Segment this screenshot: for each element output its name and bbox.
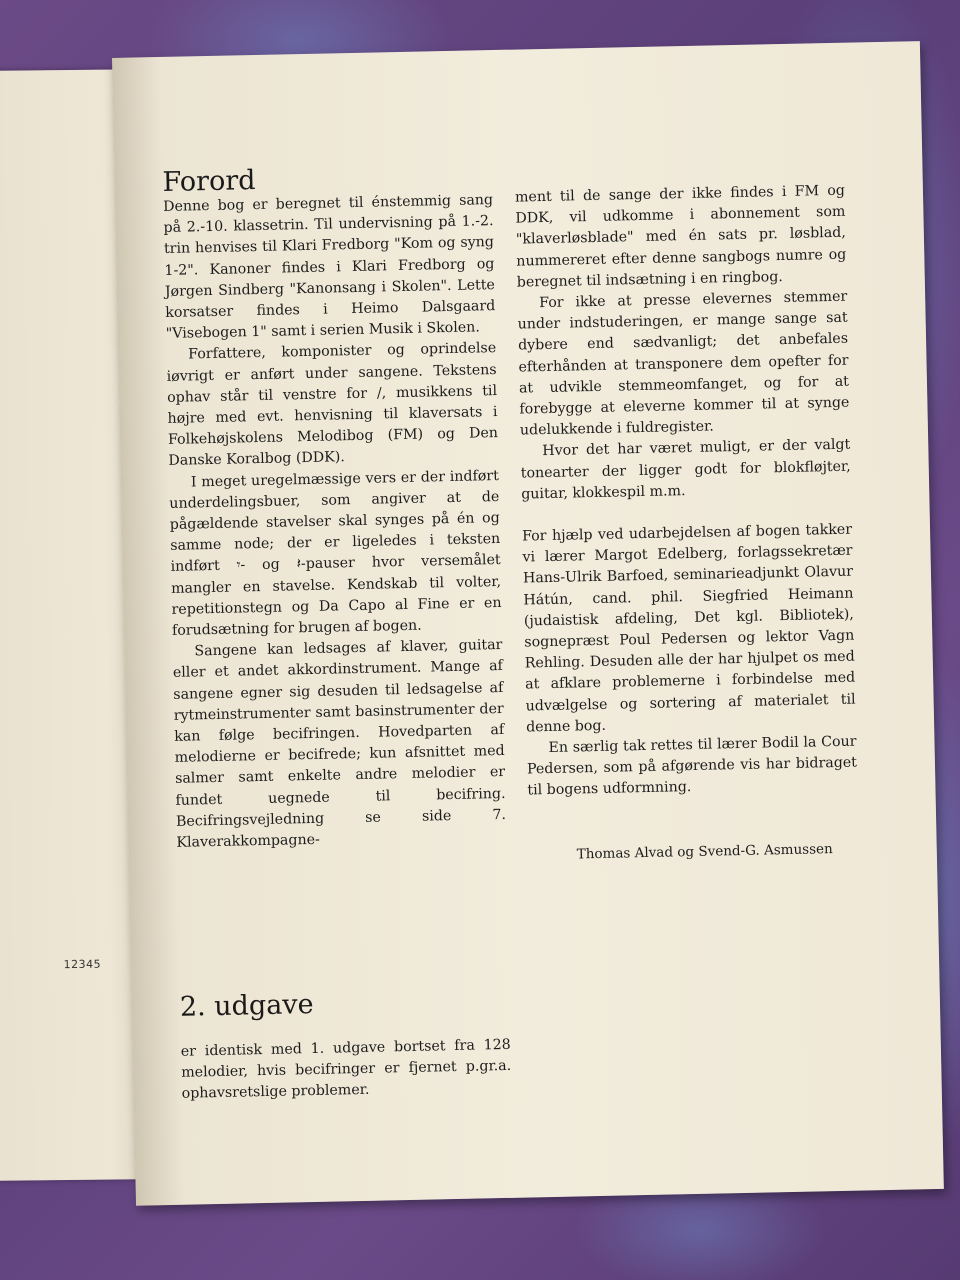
signature: Thomas Alvad og Svend-G. Asmussen [576,841,833,863]
udgave-heading: 2. udgave [179,988,314,1023]
udgave-paragraph: er identisk med 1. udgave bortset fra 128 melodier, hvis becifringer er fjernet p.gr.a. ophavsretslige problemer. [180,1036,512,1103]
forord-paragraph-1: Denne bog er beregnet til énstemmig sang på 2.-10. klassetrin. Til undervisning på 1.-2. trin henvises til Klari Fredborg "Kom og syng 1-2". Kanoner findes i Klari Fredborg og Jørgen Sindberg "Kanonsang i Skolen". Lette korsatser findes i Heimo Dalsgaard "Visebogen 1" samt i serien Musik i Skolen. [162,192,496,343]
forord-left-column [163,190,507,854]
right-page [112,41,944,1206]
udgave-text-block [181,1035,512,1106]
forord-paragraph-4: Sangene kan ledsages af klaver, guitar eller et andet akkordinstrument. Mange af sangene egner sig desuden til ledsagelse af rytmeinstrumenter samt basinstrumenter der kan følge becifringen. Hovedparten af melodierne er becifrede; kun afsnittet med salmer samt enkelte andre melodier er fundet uegnede til becifring. Becifringsvejledning se side 7. Klaverakkompagne- [172,637,507,851]
forord-heading: Forord [162,165,256,198]
forord-right-column [515,181,858,802]
forord-paragraph-3: I meget uregelmæssige vers er der indført underdelingsbuer, som angiver at de pågældende stavelser skal synges på én og samme node; der er ligeledes i teksten indført 𝄾- og 𝄽-pauser hvor versemålet mangler en stavelse. Kendskab til volter, repetitionstegn og Da Capo al Fine er en forudsætning for brugen af bogen. [169,467,502,639]
forord-paragraph-2: Forfattere, komponister og oprindelse iøvrigt er anført under sangene. Tekstens ophav står til venstre for /, musikkens til højre med evt. henvisning til klaversats i Folkehøjskolens Melodibog (FM) og Den Danske Koralbog (DDK). [166,340,499,470]
page-code: 12345 [63,957,102,972]
forord-paragraph-9: En særlig tak rettes til lærer Bodil la Cour Pedersen, som på afgørende vis har bidraget til bogens udformning. [526,733,858,799]
forord-paragraph-7: Hvor det har været muligt, er der valgt tonearter der ligger godt for blokfløjter, guitar, klokkespil m.m. [520,437,851,503]
forord-paragraph-6: For ikke at presse elevernes stemmer under indstuderingen, er mange sange sat dybere end sædvanligt; det anbefales efterhånden at transponere dem opefter for at udvikle stemmeomfanget, og for at forebygge at eleverne kommer til at synge udelukkende i fuldregister. [517,288,850,439]
forord-paragraph-5: ment til de sange der ikke findes i FM og DDK, vil udkomme i abonnement som "klaverløsblade" med én sats pr. løsblad, nummereret efter denne sangbogs numre og beregnet til indsætning i en ringbog. [514,182,847,291]
forord-paragraph-8: For hjælp ved udarbejdelsen af bogen takker vi lærer Margot Edelberg, forlagssekretær Hans-Ulrik Barfoed, seminarieadjunkt Olavur Hátún, cand. phil. Siegfried Heimann (judaistisk afdeling, Det kgl. Bibliotek), sognepræst Poul Pedersen og lektor Vagn Rehling. Desuden alle der har hjulpet os med at afklare problemerne i forbindelse med udvælgelse og sortering af materialet til denne bog. [521,521,856,736]
